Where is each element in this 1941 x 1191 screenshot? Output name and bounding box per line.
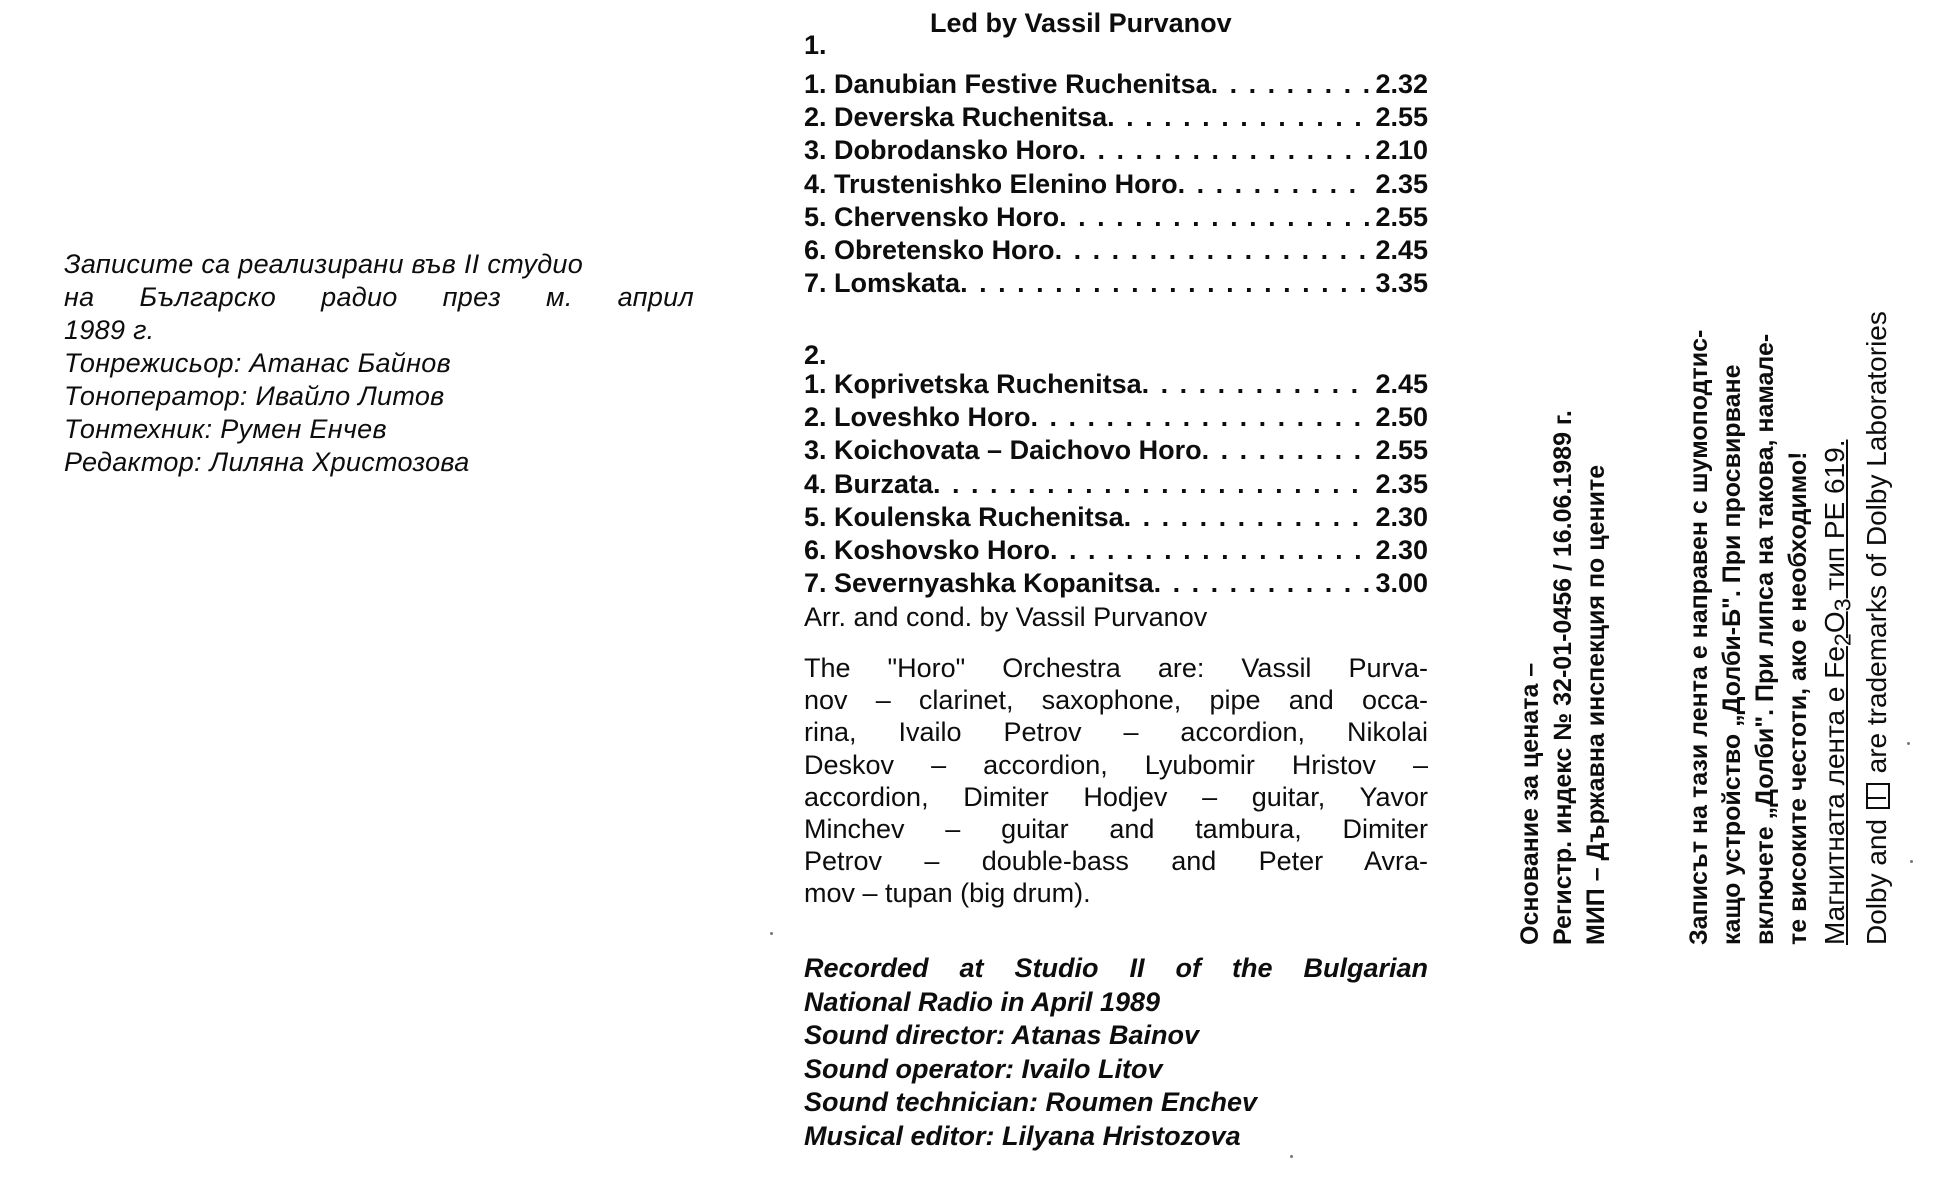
en-credits-line: Sound technician: Roumen Enchev <box>804 1087 1258 1118</box>
track-duration: 2.10 <box>1375 135 1428 166</box>
orchestra-line: Petrov – double-bass and Peter Avra- <box>804 846 1428 877</box>
orchestra-line: Deskov – accordion, Lyubomir Hristov – <box>804 749 1428 780</box>
track-title: 7. Severnyashka Kopanitsa <box>804 568 1154 599</box>
track-row <box>804 134 1428 167</box>
track-row <box>804 468 1428 501</box>
track-title: 1. Danubian Festive Ruchenitsa <box>804 69 1211 99</box>
track-duration: 2.50 <box>1375 402 1428 433</box>
dolby-notice-line: Записът на тази лента е направен с шумоподтис- <box>1685 329 1713 945</box>
orchestra-line: nov – clarinet, saxophone, pipe and occa- <box>804 685 1428 716</box>
en-credits-line: Recorded at Studio II of the Bulgarian <box>804 953 1428 983</box>
track-row <box>804 501 1428 534</box>
en-credits-line: Sound operator: Ivailo Litov <box>804 1053 1163 1084</box>
track-row <box>804 368 1428 401</box>
track-duration: 2.55 <box>1375 102 1428 133</box>
orchestra-line: The "Horo" Orchestra are: Vassil Purva- <box>804 653 1428 683</box>
en-credits-line: National Radio in April 1989 <box>804 986 1161 1017</box>
track-title: 2. Loveshko Horo <box>804 402 1031 433</box>
side-1-tracklist <box>804 68 1428 300</box>
orchestra-line: rina, Ivailo Petrov – accordion, Nikolai <box>804 717 1428 748</box>
english-credits <box>804 952 1428 1154</box>
bg-credits-line: Редактор: Лиляна Христозова <box>64 447 470 477</box>
dolby-trademark-line: Dolby and are trademarks of Dolby Laboratories <box>1860 311 1892 945</box>
bg-credits-line: Тонтехник: Румен Енчев <box>64 414 387 444</box>
track-title: 1. Koprivetska Ruchenitsa <box>804 369 1142 399</box>
track-row <box>804 534 1428 567</box>
bg-credits-line: 1989 г. <box>64 315 155 345</box>
dolby-notice-line: кащо устройство „Долби-Б". При просвирване <box>1718 364 1746 945</box>
price-info-line: Основание за цената – <box>1516 662 1544 945</box>
track-duration: 3.00 <box>1375 568 1428 599</box>
orchestra-line: mov – tupan (big drum). <box>804 878 1091 909</box>
dolby-notice-line: те високите честоти, ако е необходимо! <box>1784 451 1812 945</box>
dolby-notice-line: включете „Долби". При липса на такова, намале- <box>1751 333 1779 945</box>
track-row <box>804 68 1428 101</box>
en-credits-line: Musical editor: Lilyana Hristozova <box>804 1120 1241 1151</box>
tape-type-line: Магнитната лента е $Fe_2O_3$ тип PE 619. <box>1819 439 1856 945</box>
page-title: Led by Vassil Purvanov <box>930 8 1232 38</box>
track-duration: 2.30 <box>1375 535 1428 566</box>
track-title: 3. Dobrodansko Horo <box>804 135 1079 166</box>
orchestra-members <box>804 652 1428 910</box>
arrangement-credit: Arr. and cond. by Vassil Purvanov <box>804 602 1208 632</box>
track-duration: 3.35 <box>1375 268 1428 299</box>
track-title: 3. Koichovata – Daichovo Horo <box>804 435 1202 466</box>
track-duration: 2.55 <box>1375 201 1428 232</box>
track-row <box>804 168 1428 201</box>
bg-credits-line: Тоноператор: Ивайло Литов <box>64 381 445 411</box>
track-row <box>804 401 1428 434</box>
track-duration: 2.30 <box>1375 501 1428 532</box>
print-speck <box>770 932 773 935</box>
print-speck <box>1290 1155 1293 1158</box>
bulgarian-credits <box>64 248 694 479</box>
track-title: 6. Koshovsko Horo <box>804 535 1051 566</box>
bg-credits-line: Тонрежисьор: Атанас Байнов <box>64 348 451 378</box>
print-speck <box>1907 742 1910 745</box>
track-title: 4. Burzata <box>804 468 934 499</box>
track-duration: 2.35 <box>1375 168 1428 199</box>
track-duration: 2.35 <box>1375 468 1428 499</box>
side-2-tracklist <box>804 368 1428 600</box>
track-row <box>804 567 1428 600</box>
price-info-line: МИП – Държавна инспекция по цените <box>1582 464 1610 945</box>
orchestra-line: accordion, Dimiter Hodjev – guitar, Yavor <box>804 781 1428 812</box>
bg-credits-line: Записите са реализирани във II студио <box>64 249 584 279</box>
track-duration: 2.32 <box>1375 69 1428 99</box>
double-d-icon <box>1866 783 1890 809</box>
track-row <box>804 267 1428 300</box>
price-info-line: Регистр. индекс № 32-01-0456 / 16.06.1989 г. <box>1549 410 1577 945</box>
price-info <box>1514 410 1613 945</box>
track-row <box>804 434 1428 467</box>
bg-credits-line: на Българско радио през м. април <box>64 282 694 312</box>
track-row <box>804 234 1428 267</box>
dolby-notice <box>1683 330 1815 945</box>
track-duration: 2.45 <box>1375 369 1428 399</box>
track-row <box>804 101 1428 134</box>
track-title: 5. Chervensko Horo <box>804 201 1060 232</box>
track-title: 6. Obretensko Horo <box>804 235 1055 266</box>
en-credits-line: Sound director: Atanas Bainov <box>804 1020 1200 1051</box>
track-title: 4. Trustenishko Elenino Horo <box>804 168 1178 199</box>
track-duration: 2.45 <box>1375 235 1428 266</box>
side-1-label: 1. <box>804 30 827 60</box>
track-title: 7. Lomskata <box>804 268 961 299</box>
track-title: 5. Koulenska Ruchenitsa <box>804 501 1124 532</box>
track-title: 2. Deverska Ruchenitsa <box>804 102 1108 133</box>
side-2-label: 2. <box>804 340 827 370</box>
track-duration: 2.55 <box>1375 435 1428 466</box>
track-row <box>804 201 1428 234</box>
orchestra-line: Minchev – guitar and tambura, Dimiter <box>804 814 1428 845</box>
tape-info <box>1818 311 1894 945</box>
print-speck <box>1910 860 1913 863</box>
